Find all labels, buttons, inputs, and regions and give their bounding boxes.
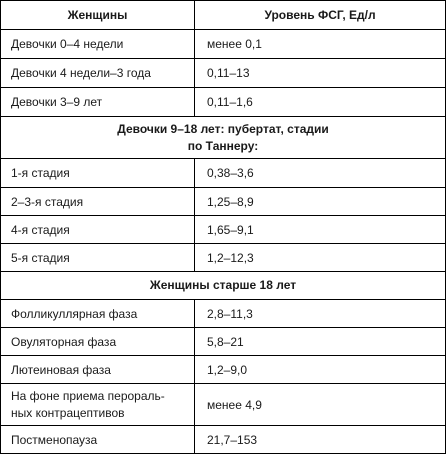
table-row	[1, 244, 445, 272]
section-header-row	[1, 272, 445, 300]
adult-section-title: Женщины старше 18 лет	[149, 278, 297, 292]
group-cell: Девочки 0–4 недели	[1, 30, 195, 58]
table-row	[1, 216, 445, 244]
value-cell: 5,8–21	[207, 334, 244, 349]
table-row	[1, 356, 445, 384]
table-row	[1, 88, 445, 117]
group-cell: Девочки 3–9 лет	[1, 88, 195, 116]
group-cell: 5-я стадия	[1, 244, 195, 271]
value-cell: 1,2–12,3	[207, 250, 254, 265]
value-cell: 2,8–11,3	[207, 306, 253, 321]
group-cell: 2–3-я стадия	[1, 188, 195, 215]
group-cell	[1, 384, 195, 425]
group-cell: 1-я стадия	[1, 159, 195, 187]
group-cell: 4-я стадия	[1, 216, 195, 243]
table-row	[1, 300, 445, 328]
value-cell: 0,11–1,6	[207, 95, 253, 109]
table-header-row	[1, 1, 445, 30]
puberty-section-line2: по Таннеру:	[187, 138, 259, 153]
value-cell: 1,2–9,0	[207, 362, 248, 377]
value-cell: 1,65–9,1	[207, 222, 254, 237]
group-cell: Овуляторная фаза	[1, 328, 195, 355]
table-row	[1, 159, 445, 188]
puberty-section-line1: Девочки 9–18 лет: пубертат, стадии	[117, 121, 329, 136]
group-cell: Фолликуллярная фаза	[1, 300, 195, 327]
value-cell: менее 0,1	[207, 37, 262, 51]
table-row	[1, 30, 445, 59]
value-cell: 21,7–153	[207, 432, 258, 447]
header-fsh-level: Уровень ФСГ, Ед/л	[264, 8, 376, 22]
group-cell: Лютеиновая фаза	[1, 356, 195, 383]
group-cell-line2: ных контрацептивов	[11, 405, 125, 420]
group-cell-line1: На фоне приема перораль-	[11, 388, 165, 403]
section-header-row	[1, 117, 445, 159]
value-cell: менее 4,9	[207, 397, 262, 412]
puberty-section-title	[1, 117, 445, 158]
value-cell: 1,25–8,9	[207, 194, 254, 209]
value-cell: 0,38–3,6	[207, 166, 254, 180]
table-row	[1, 426, 445, 453]
table-row	[1, 59, 445, 88]
group-cell: Постменопауза	[1, 426, 195, 453]
table-row	[1, 384, 445, 426]
table-row	[1, 328, 445, 356]
value-cell: 0,11–13	[207, 66, 250, 80]
header-women: Женщины	[1, 1, 195, 29]
table-row	[1, 188, 445, 216]
group-cell: Девочки 4 недели–3 года	[1, 59, 195, 87]
